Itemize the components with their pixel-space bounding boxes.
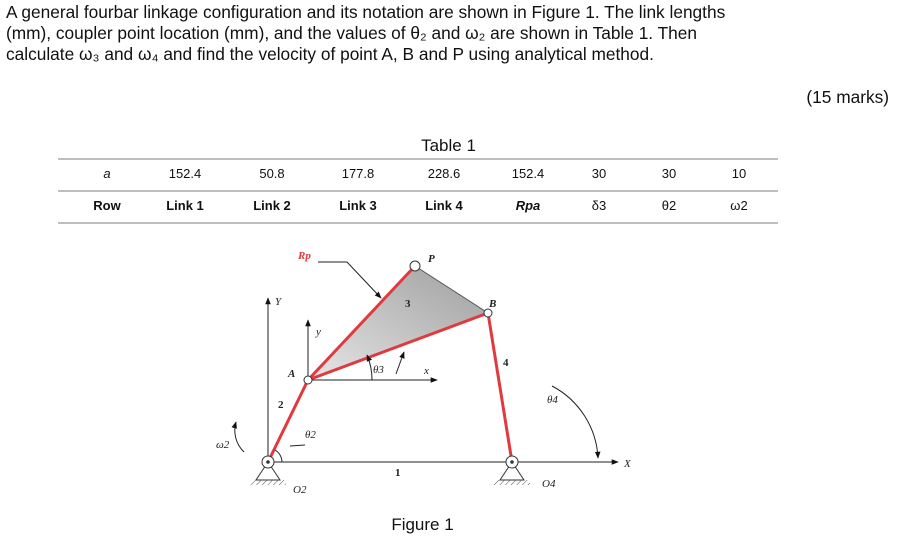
table-header-cell: δ3 <box>591 198 607 213</box>
question-line-3: calculate ω₃ and ω₄ and find the velocity of point A, B and P using analytical method. <box>6 44 654 64</box>
rp-label: Rp <box>298 250 311 262</box>
rp-leader <box>318 262 381 298</box>
joint-b <box>484 309 492 317</box>
ground-pivot-o2 <box>250 456 286 485</box>
link-4 <box>488 313 512 462</box>
table-cell: 10 <box>731 166 747 181</box>
marks-label: (15 marks) <box>806 87 889 107</box>
table-header-cell: Row <box>93 198 121 213</box>
local-x-label: x <box>424 365 429 377</box>
table-header-cell: θ2 <box>661 198 677 213</box>
theta3-label: θ3 <box>373 364 384 376</box>
theta4-arc <box>552 386 598 458</box>
table-cell: 50.8 <box>259 166 285 181</box>
theta3-leader <box>396 352 404 374</box>
question-line-2: (mm), coupler point location (mm), and the values of θ₂ and ω₂ are shown in Table 1. Then <box>6 23 697 43</box>
ground-pivot-o4 <box>494 456 530 485</box>
o2-label: O2 <box>293 484 307 496</box>
table-cell: 177.8 <box>341 166 375 181</box>
table-header-cell: Link 4 <box>425 198 463 213</box>
link4-label: 4 <box>503 357 509 369</box>
link2-label: 2 <box>278 399 284 411</box>
table-cell: 30 <box>661 166 677 181</box>
table-header-cell: Link 2 <box>253 198 291 213</box>
omega2-arrow <box>235 422 244 452</box>
figure-caption: Figure 1 <box>391 515 454 534</box>
table-header-cell: Link 3 <box>339 198 377 213</box>
y-axis-label: Y <box>275 296 282 308</box>
table-cell: 152.4 <box>511 166 545 181</box>
table-header-cell: Link 1 <box>166 198 204 213</box>
table-cell: 152.4 <box>168 166 202 181</box>
theta2-label: θ2 <box>305 429 316 441</box>
b-label: B <box>489 298 497 310</box>
p-label: P <box>428 253 435 265</box>
point-p <box>410 261 420 271</box>
joint-a <box>304 376 312 384</box>
table-header-cell: Rpa <box>515 198 541 213</box>
link3-label: 3 <box>405 298 411 310</box>
theta4-label: θ4 <box>547 394 558 406</box>
link1-label: 1 <box>395 467 401 479</box>
table-cell: 228.6 <box>427 166 461 181</box>
x-axis-label: X <box>624 458 631 470</box>
o4-label: O4 <box>542 478 556 490</box>
table-cell: a <box>103 166 111 181</box>
theta2-leader <box>290 445 305 446</box>
question-line-1: A general fourbar linkage configuration and its notation are shown in Figure 1. The link lengths <box>6 2 726 22</box>
local-y-label: y <box>316 326 321 338</box>
table-header-cell: ω2 <box>730 198 748 213</box>
a-label: A <box>288 368 296 380</box>
omega2-label: ω2 <box>216 439 230 451</box>
link-2 <box>268 380 308 462</box>
table-caption: Table 1 <box>421 136 476 155</box>
theta2-arc <box>275 450 282 462</box>
table-cell: 30 <box>591 166 607 181</box>
